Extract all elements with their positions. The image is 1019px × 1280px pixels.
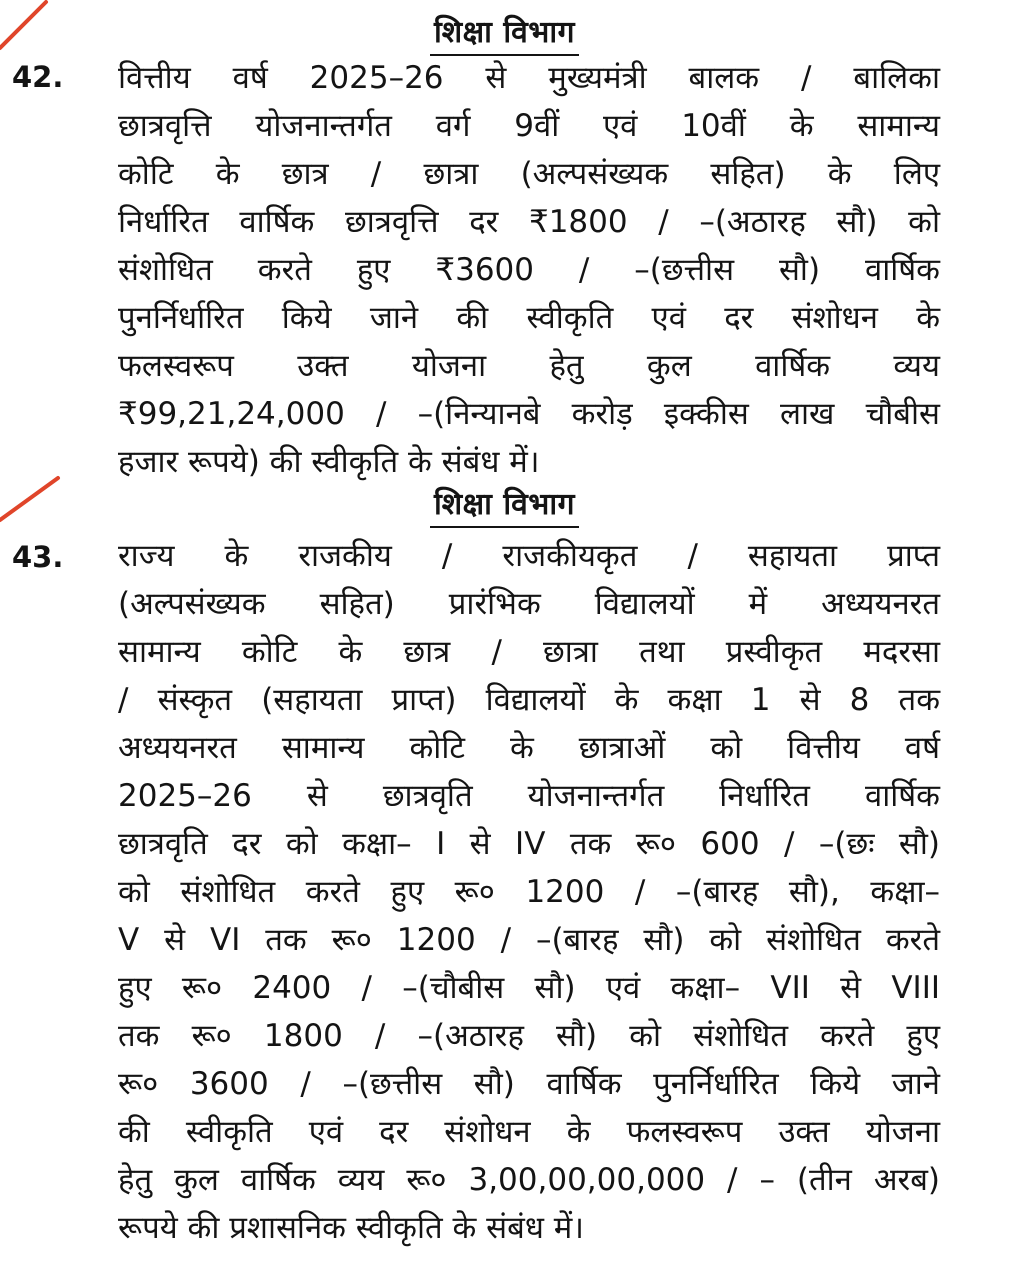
body-line: राज्य के राजकीय / राजकीयकृत / सहायता प्राप्त: [118, 538, 940, 574]
body-line: कोटि के छात्र / छात्रा (अल्पसंख्यक सहित) के लिए: [118, 156, 940, 192]
body-line: तक रू० 1800 / –(अठारह सौ) को संशोधित करते हुए: [118, 1018, 940, 1054]
body-line: (अल्पसंख्यक सहित) प्रारंभिक विद्यालयों में अध्ययनरत: [118, 586, 940, 622]
item-body-42: [118, 54, 940, 486]
body-line: हुए रू० 2400 / –(चौबीस सौ) एवं कक्षा– VII से VIII: [118, 970, 940, 1006]
section-heading-42: [0, 10, 1019, 56]
body-line: पुनर्निर्धारित किये जाने की स्वीकृति एवं दर संशोधन के: [118, 300, 940, 336]
body-line: निर्धारित वार्षिक छात्रवृत्ति दर ₹1800 / –(अठारह सौ) को: [118, 204, 940, 240]
body-line: छात्रवृति दर को कक्षा– I से IV तक रू० 600 / –(छः सौ): [118, 826, 940, 862]
body-line: फलस्वरूप उक्त योजना हेतु कुल वार्षिक व्यय: [118, 348, 940, 384]
body-line: अध्ययनरत सामान्य कोटि के छात्राओं को वित्तीय वर्ष: [118, 730, 940, 766]
body-line: छात्रवृत्ति योजनान्तर्गत वर्ग 9वीं एवं 10वीं के सामान्य: [118, 108, 940, 144]
body-line: रूपये की प्रशासनिक स्वीकृति के संबंध में।: [118, 1210, 585, 1246]
item-body-43: [118, 532, 940, 1252]
section-heading-text: शिक्षा विभाग: [430, 10, 579, 56]
item-number-42: 42.: [12, 60, 64, 94]
body-line: वित्तीय वर्ष 2025–26 से मुख्यमंत्री बालक / बालिका: [118, 60, 940, 96]
body-line: को संशोधित करते हुए रू० 1200 / –(बारह सौ), कक्षा–: [118, 874, 940, 910]
body-line: रू० 3600 / –(छत्तीस सौ) वार्षिक पुनर्निर्धारित किये जाने: [118, 1066, 940, 1102]
body-line: की स्वीकृति एवं दर संशोधन के फलस्वरूप उक्त योजना: [118, 1114, 940, 1150]
body-line: / संस्कृत (सहायता प्राप्त) विद्यालयों के कक्षा 1 से 8 तक: [118, 682, 940, 718]
body-line: 2025–26 से छात्रवृति योजनान्तर्गत निर्धारित वार्षिक: [118, 778, 940, 814]
section-heading-43: [0, 482, 1019, 528]
body-line: हेतु कुल वार्षिक व्यय रू० 3,00,00,00,000 / – (तीन अरब): [118, 1162, 940, 1198]
item-number-43: 43.: [12, 540, 64, 574]
body-line: संशोधित करते हुए ₹3600 / –(छत्तीस सौ) वार्षिक: [118, 252, 940, 288]
body-line: V से VI तक रू० 1200 / –(बारह सौ) को संशोधित करते: [118, 922, 940, 958]
section-heading-text: शिक्षा विभाग: [430, 482, 579, 528]
body-line: सामान्य कोटि के छात्र / छात्रा तथा प्रस्वीकृत मदरसा: [118, 634, 940, 670]
body-line: हजार रूपये) की स्वीकृति के संबंध में।: [118, 444, 540, 480]
body-line: ₹99,21,24,000 / –(निन्यानबे करोड़ इक्कीस लाख चौबीस: [118, 396, 940, 432]
